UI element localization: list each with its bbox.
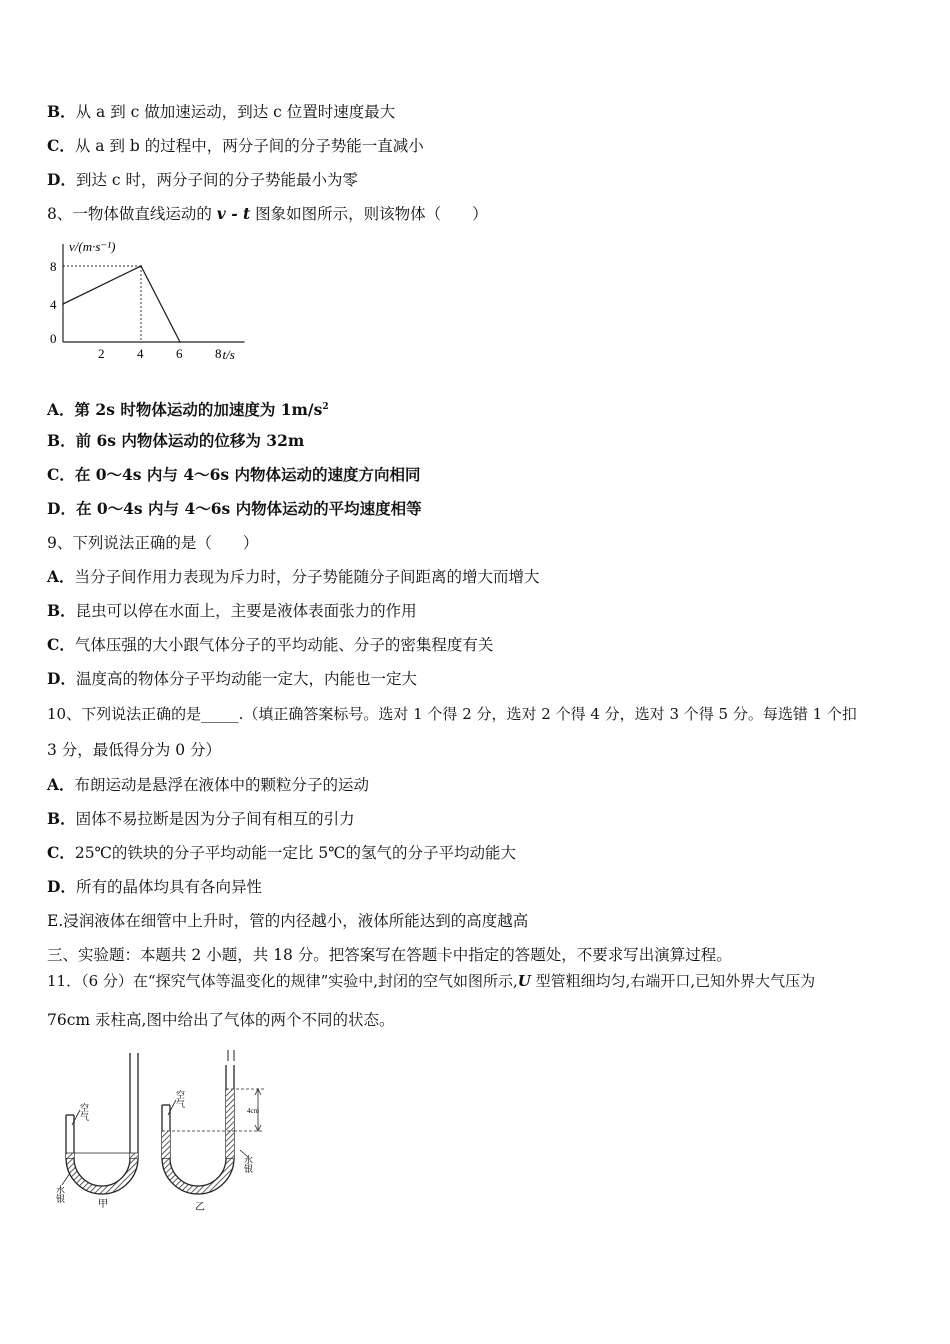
caption-jia: 甲 — [98, 1199, 108, 1210]
q9-stem: 9、下列说法正确的是（ ） — [47, 534, 259, 552]
x-tick-label: 8 — [215, 346, 222, 361]
y-tick-label: 0 — [50, 331, 57, 346]
y-tick-label: 8 — [50, 259, 57, 274]
q10-option-e: E.浸润液体在细管中上升时，管的内径越小，液体所能达到的高度越高 — [47, 912, 529, 930]
series-line — [63, 266, 180, 342]
q10-option-b: B．固体不易拉断是因为分子间有相互的引力 — [47, 809, 355, 828]
q9-option-a: A．当分子间作用力表现为斥力时，分子势能随分子间距离的增大而增大 — [47, 567, 540, 586]
q9-option-d: D．温度高的物体分子平均动能一定大，内能也一定大 — [47, 669, 417, 688]
q8-option-a: A．第 2s 时物体运动的加速度为 $1m/s^2$ — [47, 400, 329, 420]
tube-yi — [162, 1050, 264, 1213]
air-label-yi: 空气 — [175, 1090, 185, 1108]
y-tick-label: 4 — [50, 297, 57, 312]
vt-chart — [40, 238, 290, 368]
height-label: 4cm — [247, 1107, 260, 1115]
q7-option-b: B．从 a 到 c 做加速运动，到达 c 位置时速度最大 — [47, 102, 396, 121]
q9-option-c: C．气体压强的大小跟气体分子的平均动能、分子的密集程度有关 — [47, 635, 494, 654]
x-tick-label: 2 — [98, 346, 105, 361]
data-point — [140, 265, 142, 267]
q8-option-d: D．在 0～4s 内与 4～6s 内物体运动的平均速度相等 — [47, 499, 422, 518]
q8-option-b: B．前 6s 内物体运动的位移为 32m — [47, 431, 305, 450]
q8-stem: 8、一物体做直线运动的 v - t 图象如图所示，则该物体（ ） — [47, 204, 488, 223]
q10-option-c: C．25℃的铁块的分子平均动能一定比 5℃的氢气的分子平均动能大 — [47, 843, 517, 862]
u-tube-figure — [50, 1045, 290, 1215]
q8-option-c: C．在 0～4s 内与 4～6s 内物体运动的速度方向相同 — [47, 465, 421, 484]
air-label-jia: 空气 — [79, 1103, 89, 1121]
q11-line1: 11．（6 分）在“探究气体等温变化的规律”实验中,封闭的空气如图所示,U 型管粗细均匀,右端开口,已知外界大气压为 — [47, 972, 816, 990]
x-tick-label: 4 — [137, 346, 144, 361]
caption-yi: 乙 — [195, 1202, 205, 1213]
data-point — [62, 303, 64, 305]
x-tick-label: 6 — [176, 346, 183, 361]
section-3-heading: 三、实验题：本题共 2 小题，共 18 分。把答案写在答题卡中指定的答题处，不要求写出演算过程。 — [47, 946, 732, 964]
q10-option-d: D．所有的晶体均具有各向异性 — [47, 877, 262, 896]
q10-stem-line2: 3 分，最低得分为 0 分） — [47, 741, 222, 759]
q10-stem-line1: 10、下列说法正确的是_____.（填正确答案标号。选对 1 个得 2 分，选对 2 个得 4 分，选对 3 个得 5 分。每选错 1 个扣 — [47, 705, 857, 723]
q7-option-d: D．到达 c 时，两分子间的分子势能最小为零 — [47, 170, 358, 189]
y-axis-label: v/(m·s⁻¹) — [69, 239, 116, 254]
q9-option-b: B．昆虫可以停在水面上，主要是液体表面张力的作用 — [47, 601, 417, 620]
q7-option-c: C．从 a 到 b 的过程中，两分子间的分子势能一直减小 — [47, 136, 424, 155]
mercury-label-yi: 水银 — [243, 1155, 253, 1173]
x-axis-label: t/s — [222, 347, 235, 362]
mercury-label-jia: 水银 — [55, 1185, 65, 1203]
tube-jia — [55, 1053, 138, 1210]
q10-option-a: A．布朗运动是悬浮在液体中的颗粒分子的运动 — [47, 775, 370, 794]
q11-line2: 76cm 汞柱高,图中给出了气体的两个不同的状态。 — [47, 1011, 395, 1029]
data-point — [179, 341, 181, 343]
